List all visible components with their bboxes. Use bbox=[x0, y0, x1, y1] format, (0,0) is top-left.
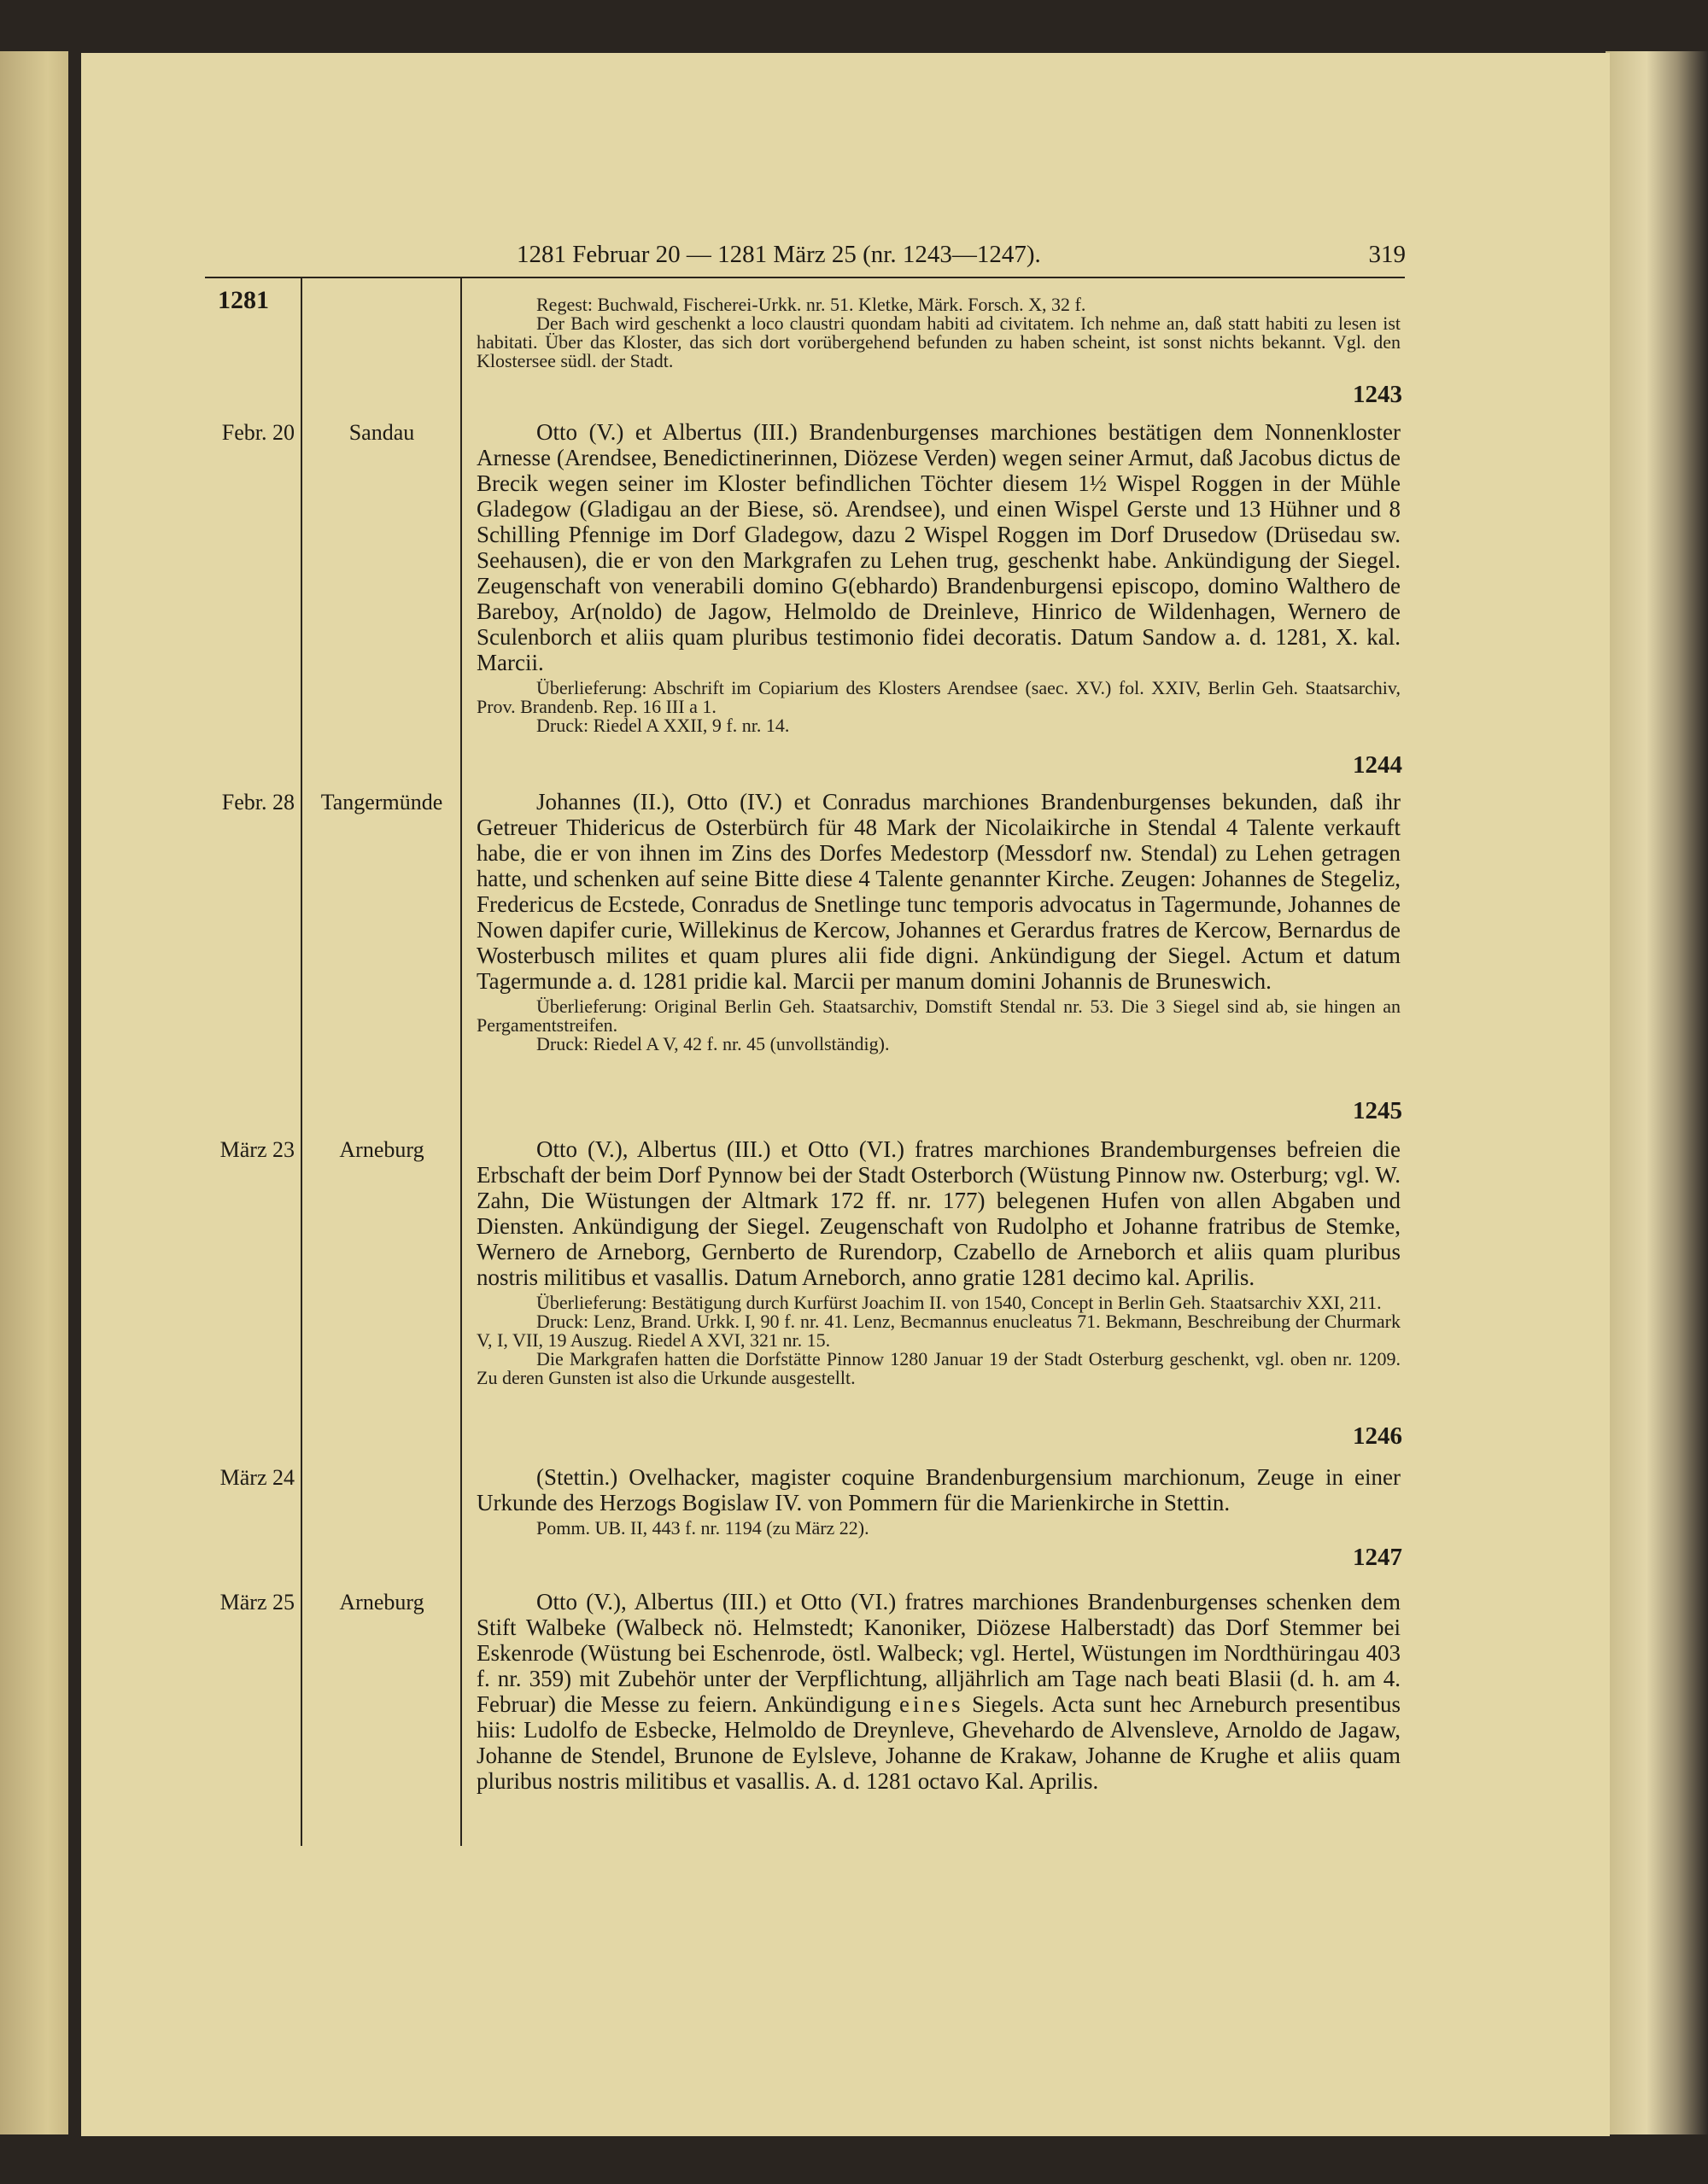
right-page-edge bbox=[1606, 51, 1708, 2134]
entry-1248-text-a: Otto (V.), Albertus (III.) et Otto (VI.) fratres marchiones Brandenburgenses schenken dem Stift Walbeke (Walbeck nö. Helmstedt; Kanoniker, Diözese Halberstadt) das Dorf Stemmer bei Eskenrode (Wüstung bei Eschenrode, östl. Walbeck; vgl. Hertel, Wüstungen im Nordthüringau 403 f. nr. 359) mit Zubehör unter der Verpflichtung, alljährlich am Tage nach beati Blasii (d. h. am 4. Februar) die Messe zu feiern. Ankündigung bbox=[477, 1589, 1401, 1717]
entry-number-1247: 1247 bbox=[1353, 1544, 1402, 1571]
header-rule bbox=[205, 277, 1405, 278]
entry-1247 bbox=[477, 1464, 1401, 1538]
entry-1246-print: Druck: Lenz, Brand. Urkk. I, 90 f. nr. 41. Lenz, Becmannus enucleatus 71. Bekmann, Beschreibung der Churmark V, I, VII, 19 Auszug. Riedel A XVI, 321 nr. 15. bbox=[477, 1311, 1401, 1351]
entry-1246-text: Otto (V.), Albertus (III.) et Otto (VI.) fratres marchiones Brandemburgenses befreien die Erbschaft der beim Dorf Pynnow bei der Stadt Osterborch (Wüstung Pinnow nw. Osterburg; vgl. W. Zahn, Die Wüstungen der Altmark 172 ff. nr. 177) belegenen Hufen von allen Abgaben und Diensten. Ankündigung der Siegel. Zeugenschaft von Rudolpho et Johanne fratribus de Stemke, Wernero de Arneborg, Gernberto de Rurendorp, Czabello de Arneborch et aliis quam pluribus nostris militibus et vasallis. Datum Arneborch, anno gratie 1281 decimo kal. Aprilis. bbox=[477, 1136, 1401, 1290]
entry-1248-text-spaced: eines bbox=[899, 1691, 964, 1717]
entry-1246-source: Überlieferung: Bestätigung durch Kurfürst Joachim II. von 1540, Concept in Berlin Geh. Staatsarchiv XXI, 211. bbox=[536, 1292, 1382, 1313]
place-column-rule bbox=[460, 278, 462, 1846]
entry-1243-regest: Regest: Buchwald, Fischerei-Urkk. nr. 51. Kletke, Märk. Forsch. X, 32 f. bbox=[536, 294, 1086, 315]
entry-1244 bbox=[477, 419, 1401, 735]
entry-1245-text: Johannes (II.), Otto (IV.) et Conradus marchiones Brandenburgenses bekunden, daß ihr Getreuer Thidericus de Osterbürch für 48 Mark der Nicolaikirche in Stendal 4 Talente verkauft habe, die er von ihnen im Zins des Dorfes Medestorp (Messdorf nw. Stendal) zu Lehen getragen hatte, und schenken auf seine Bitte diese 4 Talente genannter Kirche. Zeugen: Johannes de Stegeliz, Fredericus de Ecstede, Conradus de Snetlinge tunc temporis advocatus in Tagermunde, Johannes de Nowen dapifer curie, Willekinus de Kercow, Johannes et Gerardus fratres de Kercow, Bernardus de Wosterbusch milites et quam plures alii fide digni. Ankündigung der Siegel. Actum et datum Tagermunde a. d. 1281 pridie kal. Marcii per manum domini Johannis de Bruneswich. bbox=[477, 789, 1401, 994]
entry-1245-source: Überlieferung: Original Berlin Geh. Staatsarchiv, Domstift Stendal nr. 53. Die 3 Siegel sind ab, sie hingen an Pergamentstreifen. bbox=[477, 996, 1401, 1036]
entry-1248-text bbox=[477, 1589, 1401, 1794]
entry-1247-source: Pomm. UB. II, 443 f. nr. 1194 (zu März 22). bbox=[536, 1517, 869, 1539]
entry-place: Sandau bbox=[348, 420, 415, 445]
left-page-edge bbox=[0, 51, 68, 2134]
entry-date: März 25 bbox=[219, 1590, 295, 1615]
entry-1243 bbox=[477, 295, 1401, 371]
entry-place: Tangermünde bbox=[320, 790, 443, 815]
entry-1246-note: Die Markgrafen hatten die Dorfstätte Pinnow 1280 Januar 19 der Stadt Osterburg geschenkt, vgl. oben nr. 1209. Zu deren Gunsten ist also die Urkunde ausgestellt. bbox=[477, 1348, 1401, 1388]
page-number: 319 bbox=[1368, 241, 1406, 268]
year-heading: 1281 bbox=[218, 286, 269, 314]
entry-place: Arneburg bbox=[339, 1137, 424, 1162]
date-column-rule bbox=[301, 278, 302, 1846]
entry-number-1243: 1243 bbox=[1353, 381, 1402, 408]
entry-number-1244: 1244 bbox=[1353, 751, 1402, 779]
entry-number-1245: 1245 bbox=[1353, 1097, 1402, 1124]
entry-1244-source: Überlieferung: Abschrift im Copiarium des Klosters Arendsee (saec. XV.) fol. XXIV, Berlin Geh. Staatsarchiv, Prov. Brandenb. Rep. 16 III a 1. bbox=[477, 677, 1401, 717]
entry-1243-note: Der Bach wird geschenkt a loco claustri quondam habiti ad civitatem. Ich nehme an, daß statt habiti zu lesen ist habitati. Über das Kloster, das sich dort vorübergehend befunden zu haben scheint, ist sonst nichts bekannt. Vgl. den Klostersee südl. der Stadt. bbox=[477, 312, 1401, 371]
entry-1246 bbox=[477, 1136, 1401, 1387]
entry-number-1246: 1246 bbox=[1353, 1422, 1402, 1450]
entry-1248 bbox=[477, 1589, 1401, 1794]
entry-date: März 23 bbox=[219, 1137, 295, 1162]
entry-1247-text: (Stettin.) Ovelhacker, magister coquine Brandenburgensium marchionum, Zeuge in einer Urkunde des Herzogs Bogislaw IV. von Pommern für die Marienkirche in Stettin. bbox=[477, 1464, 1401, 1515]
entry-date: Febr. 28 bbox=[221, 790, 295, 815]
entry-place: Arneburg bbox=[339, 1590, 424, 1615]
entry-1248-text-b: Siegels. Acta sunt hec Arneburch presentibus hiis: Ludolfo de Esbecke, Helmoldo de Dreynleve, Ghevehardo de Alvensleve, Arnoldo de Jagaw, Johanne de Stendel, Brunone de Eylsleve, Johanne de Krakaw, Johanne de Krughe et aliis quam pluribus nostris militibus et vasallis. A. d. 1281 octavo Kal. Aprilis. bbox=[477, 1691, 1401, 1794]
running-head: 1281 Februar 20 — 1281 März 25 (nr. 1243—1247). bbox=[517, 241, 1041, 268]
entry-date: Febr. 20 bbox=[221, 420, 295, 445]
entry-date: März 24 bbox=[219, 1465, 295, 1490]
entry-1245 bbox=[477, 789, 1401, 1054]
entry-1244-print: Druck: Riedel A XXII, 9 f. nr. 14. bbox=[536, 715, 790, 736]
entry-1245-print: Druck: Riedel A V, 42 f. nr. 45 (unvollständig). bbox=[536, 1033, 890, 1054]
entry-1244-text: Otto (V.) et Albertus (III.) Brandenburgenses marchiones bestätigen dem Nonnenkloster Arnesse (Arendsee, Benedictinerinnen, Diözese Verden) wegen seiner Armut, daß Jacobus dictus de Brecik wegen seiner im Kloster befindlichen Töchter diesem 1½ Wispel Roggen in der Mühle Gladegow (Gladigau an der Biese, sö. Arendsee), und einen Wispel Gerste und 13 Hühner und 8 Schilling Pfennige im Dorf Gladegow, dazu 2 Wispel Roggen im Dorf Drusedow (Drüsedau sw. Seehausen), die er von den Markgrafen zu Lehen trug, geschenkt habe. Ankündigung der Siegel. Zeugenschaft von venerabili domino G(ebhardo) Brandenburgensi episcopo, domino Walthero de Bareboy, Ar(noldo) de Jagow, Helmoldo de Dreinleve, Hinrico de Wildenhagen, Wernero de Sculenborch et aliis quam pluribus testimonio fidei decoratis. Datum Sandow a. d. 1281, X. kal. Marcii. bbox=[477, 419, 1401, 675]
